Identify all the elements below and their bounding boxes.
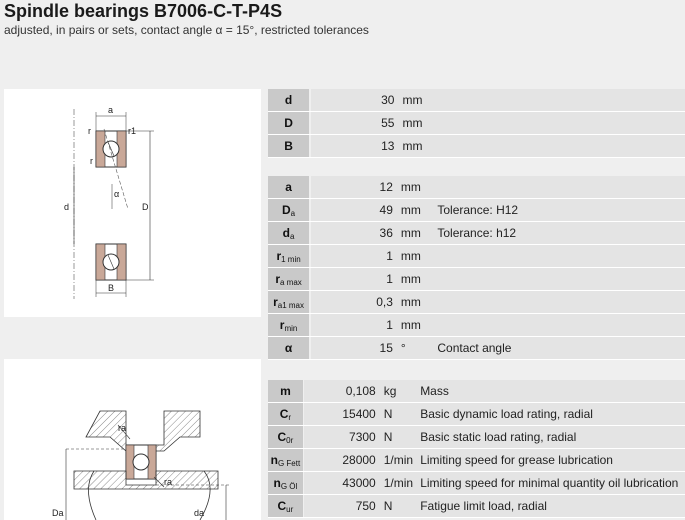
spec-value: 12 (311, 176, 397, 199)
spec-row (268, 380, 685, 403)
symbol-subscript: G Öl (280, 481, 298, 491)
spec-unit: 1/min (380, 449, 416, 472)
symbol-main: r (276, 248, 282, 263)
spec-description: Contact angle (433, 337, 685, 360)
symbol-main: r (275, 271, 280, 286)
spec-symbol (268, 222, 309, 245)
spec-description: Fatigue limit load, radial (416, 495, 685, 518)
page-subtitle: adjusted, in pairs or sets, contact angle α = 15°, restricted tolerances (4, 23, 369, 37)
label-D: D (142, 202, 149, 212)
label-alpha: α (114, 189, 120, 199)
spec-description (433, 314, 685, 337)
spec-unit: mm (397, 314, 433, 337)
symbol-subscript: a max (279, 277, 302, 287)
spec-row (268, 426, 685, 449)
spec-value: 15400 (304, 403, 380, 426)
symbol-subscript: a1 max (277, 300, 304, 310)
label-da: da (194, 508, 205, 518)
spec-unit: N (380, 403, 416, 426)
spec-symbol (268, 245, 309, 268)
symbol-main: D (281, 202, 291, 217)
spec-row (268, 222, 685, 245)
spec-description: Limiting speed for minimal quantity oil lubrication (416, 472, 685, 495)
label-a: a (108, 105, 114, 115)
symbol-subscript: r (288, 412, 292, 422)
spec-unit: mm (398, 89, 435, 112)
spec-unit: N (380, 426, 416, 449)
spec-unit: mm (398, 135, 435, 158)
mount-ball (133, 454, 149, 470)
label-Da: Da (52, 508, 64, 518)
spec-row (268, 268, 685, 291)
symbol-main: α (284, 341, 293, 355)
bearing-section-svg (4, 89, 261, 317)
symbol-subscript: 0r (286, 435, 294, 445)
symbol-subscript: min (284, 323, 298, 333)
spec-symbol (268, 403, 303, 426)
spec-value: 13 (311, 135, 399, 158)
spec-description: Limiting speed for grease lubrication (416, 449, 685, 472)
mounting-dimensions-drawing (4, 359, 261, 520)
spec-row (268, 472, 685, 495)
spec-unit: kg (380, 380, 416, 403)
label-ra-top: ra (118, 423, 127, 433)
spec-description: Tolerance: h12 (433, 222, 685, 245)
spec-value: 36 (311, 222, 397, 245)
spec-symbol (268, 426, 303, 449)
spec-symbol (268, 337, 309, 360)
spec-description (435, 112, 685, 135)
spec-value: 7300 (304, 426, 380, 449)
spec-description (433, 245, 685, 268)
spec-value: 1 (311, 268, 397, 291)
spec-symbol (268, 135, 309, 158)
spec-description: Basic static load rating, radial (416, 426, 685, 449)
symbol-subscript: a (290, 231, 295, 241)
spec-description (435, 135, 685, 158)
spec-symbol (268, 472, 303, 495)
label-B: B (108, 283, 115, 293)
spec-description (435, 89, 685, 112)
spec-symbol (268, 112, 309, 135)
spec-row (268, 337, 685, 360)
page-title: Spindle bearings B7006-C-T-P4S (4, 1, 283, 21)
spec-unit: mm (397, 222, 433, 245)
label-d: d (64, 202, 70, 212)
spec-value: 0,108 (304, 380, 380, 403)
spec-row (268, 314, 685, 337)
symbol-main: r (279, 317, 285, 332)
spec-symbol (268, 199, 309, 222)
spec-value: 0,3 (311, 291, 397, 314)
symbol-main: n (270, 452, 278, 467)
symbol-main: a (285, 180, 292, 194)
spec-description (433, 291, 685, 314)
spec-unit: mm (397, 199, 433, 222)
spec-symbol (268, 314, 309, 337)
spec-symbol (268, 495, 303, 518)
mounting-svg (4, 359, 261, 520)
spec-value: 1 (311, 314, 397, 337)
symbol-main: C (279, 406, 289, 421)
spec-row (268, 176, 685, 199)
spec-row (268, 199, 685, 222)
spec-row (268, 245, 685, 268)
symbol-main: D (284, 116, 293, 130)
spec-symbol (268, 380, 303, 403)
symbol-main: C (277, 498, 287, 513)
spec-unit: N (380, 495, 416, 518)
dimensions-detail-table (268, 176, 685, 360)
symbol-subscript: 1 min (281, 254, 301, 264)
spec-row (268, 495, 685, 518)
spec-description: Basic dynamic load rating, radial (416, 403, 685, 426)
spec-value: 750 (304, 495, 380, 518)
spec-unit: mm (397, 245, 433, 268)
spec-unit: ° (397, 337, 433, 360)
spec-description: Tolerance: H12 (433, 199, 685, 222)
spec-value: 28000 (304, 449, 380, 472)
spec-unit: mm (397, 268, 433, 291)
spec-value: 43000 (304, 472, 380, 495)
symbol-subscript: ur (286, 504, 294, 514)
spec-description (433, 176, 685, 199)
spec-description (433, 268, 685, 291)
spec-value: 49 (311, 199, 397, 222)
symbol-main: n (273, 475, 281, 490)
symbol-main: m (280, 384, 291, 398)
spec-unit: 1/min (380, 472, 416, 495)
spec-value: 1 (311, 245, 397, 268)
symbol-main: d (282, 225, 290, 240)
dimensions-table (268, 89, 685, 158)
spec-value: 30 (311, 89, 399, 112)
symbol-main: r (273, 294, 278, 309)
spec-unit: mm (397, 176, 433, 199)
spec-description: Mass (416, 380, 685, 403)
spec-symbol (268, 268, 309, 291)
symbol-main: d (284, 93, 293, 107)
symbol-main: C (277, 429, 287, 444)
symbol-subscript: a (290, 208, 296, 218)
bearing-section-drawing (4, 89, 261, 317)
spec-row (268, 291, 685, 314)
label-r1: r1 (128, 126, 137, 136)
label-r-mid: r (90, 156, 93, 166)
spec-value: 15 (311, 337, 397, 360)
spec-symbol (268, 89, 309, 112)
spec-row (268, 403, 685, 426)
symbol-main: B (284, 139, 293, 153)
spec-row (268, 89, 685, 112)
label-r-top: r (88, 126, 91, 136)
spec-symbol (268, 291, 309, 314)
load-ratings-table (268, 380, 685, 518)
spec-row (268, 449, 685, 472)
spec-row (268, 112, 685, 135)
spec-row (268, 135, 685, 158)
symbol-subscript: G Fett (277, 458, 301, 468)
label-ra-bottom: ra (164, 477, 173, 487)
spec-symbol (268, 176, 309, 199)
spec-unit: mm (397, 291, 433, 314)
spec-unit: mm (398, 112, 435, 135)
spec-symbol (268, 449, 303, 472)
spec-value: 55 (311, 112, 399, 135)
